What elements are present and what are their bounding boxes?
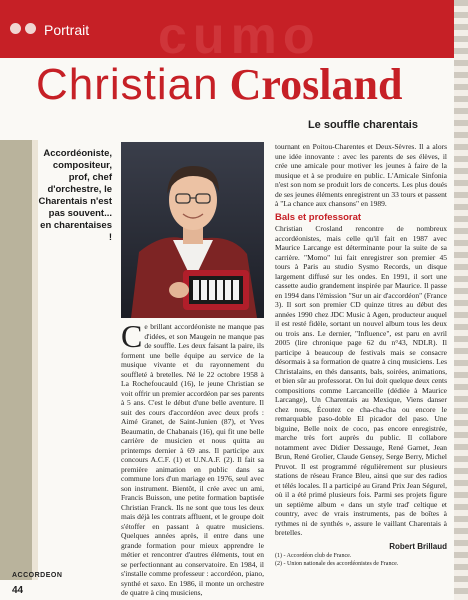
author-byline: Robert Brillaud	[389, 541, 447, 551]
footnote-1: (1) - Accordéon club de France.	[275, 553, 352, 559]
standfirst: Accordéoniste, compositeur, prof, chef d'orchestre, le Charentais n'est pas souvent... en charentaises !	[38, 148, 112, 243]
article-subtitle: Le souffle charentais	[307, 119, 418, 131]
article-paragraph	[121, 318, 264, 598]
article-column-2	[275, 142, 447, 582]
rubric-label: Portrait	[44, 22, 90, 38]
dot-icon	[10, 23, 21, 34]
title-first-name: Christian	[36, 60, 219, 109]
column-2-intro: tournant en Poitou-Charentes et Deux-Sèvres. Il a alors une idée innovante : avec les parents de ses élèves, il crée une amicale pour motiver les jeunes à faire de la musique et à se produire en public. L'Amicale Sinfonia n'est son nom se produit lors de concerts. Les plus doués de ses jeunes éléments enregistrent un 33 tours et passent à "La chance aux chansons" en 1989.	[275, 142, 447, 208]
portrait-photo	[121, 142, 264, 318]
header-bar	[0, 0, 468, 65]
column-1-text: e brillant accordéoniste ne manque pas d'idées, et son Maugein ne manque pas de souffle. Les deux faisant la paire, ils forment une belle équipe au service de la musique vivante et du rayonnement du souffleté à bretelles. Né le 22 octobre 1958 à La Rochefoucauld (16), le jeune Christian se voit offrir un premier accordéon par ses parents à 5 ans. C'est le début d'une belle aventure. Il suit des cours d'accordéon avec deux profs : Aimé Granet, de Saint-Junien (87), et Yves Beaumatin, de Chabanais (16), qui fit une belle carrière de musicien et nous quitta au printemps dernier à 69 ans. Il participe aux concours A.C.F. (1) et U.N.A.F. (2). Il fait sa première animation en public dans sa commune lors d'un mariage en 1976, seul avec son instrument. Bientôt, il crée avec un ami, Francis Buisson, une petite formation baptisée Christian Franck. Ils ne sont que tous les deux mais déjà les contrats affluent, et le groupe doit s'étoffer en passant à quatre musiciens. Quelques années après, il entre dans une grande formation pour mieux apprendre le métier et rencontrer d'autres éléments, tout en se perfectionnant au conservatoire. En 1984, il s'installe comme professeur : accordéon, piano, synthé et saxo. En 1986, il monte un orchestre de quatre à cinq musiciens,	[121, 322, 264, 597]
footnotes	[275, 553, 447, 568]
dot-icon	[25, 23, 36, 34]
binding-edge	[454, 0, 468, 600]
left-color-band	[0, 140, 32, 580]
portrait-illustration	[121, 142, 264, 318]
article-title	[36, 60, 403, 109]
magazine-brand: ACCORDEON	[12, 572, 63, 579]
footnote-2: (2) - Union nationale des accordéonistes de France.	[275, 560, 399, 567]
title-last-name: Crosland	[229, 60, 403, 109]
section-heading: Bals et professorat	[275, 211, 362, 223]
rubric-dots	[10, 23, 36, 34]
dropcap: C	[121, 318, 143, 354]
page-number: 44	[12, 585, 24, 596]
article-column-1	[121, 318, 264, 597]
accordion-icon	[183, 270, 249, 310]
column-2-body: Christian Crosland rencontre de nombreux accordéonistes, mais celle qu'il fait en 1987 avec Maurice Larcange est déterminante pour la suite de sa carrière. "Momo" lui fait enregistrer son premier 45 tours à Paris au studio Sysmo Records, un disque largement diffusé sur les ondes. En 1991, il sort une cassette audio grandement inspirée par Maurice. Il passe en 1994 dans l'émission "Sur un air d'accordéon" (France 3). Il sort son premier CD quinze titres au début des années 1990 chez JDC Music à Agen, producteur auquel il est resté fidèle, sortant un nouvel album tous les deux ou trois ans. Le dernier, "Influence", est paru en avril 2005 (lire chronique page 62 du n°43, NDLR). Il participe à beaucoup de festivals mais se consacre désormais à sa formation de quatre à cinq musiciens. Les Christalains, en thés dansants, bals, soirées, animations, et bien sûr au professorat. On lui doit quelque deux cents compositions comme Larcanceille (dédiée à Maurice Larcange), Un Charentais au Mexique, Viens danser chez nous, Écoutez ce cha-cha-cha ou encore le remarquable paso-doble El picador del paso. Une biguine, Belle noix de coco, pas encore enregistrée, marche très fort auprès du public. Il collabore notamment avec Didier Dessauge, René Garnet, Jean Brun, René Grolier, Claude Gensey, Serge Berry, Michel Pruvot. Il est programmé régulièrement sur plusieurs stations de réseau France Bleu, ainsi que sur des radios et télés locales. Il a participé au Grand Prix Jean Ségurel, où il a été primé plusieurs fois. Parmi ses projets figure un septième album « dans un style trad' celtique et country, avec de vrais instruments, pas de boîtes à rythmes ni de synthés », assure le vaillant Charentais à bretelles.	[275, 224, 447, 537]
watermark-text: cumo	[158, 7, 321, 65]
